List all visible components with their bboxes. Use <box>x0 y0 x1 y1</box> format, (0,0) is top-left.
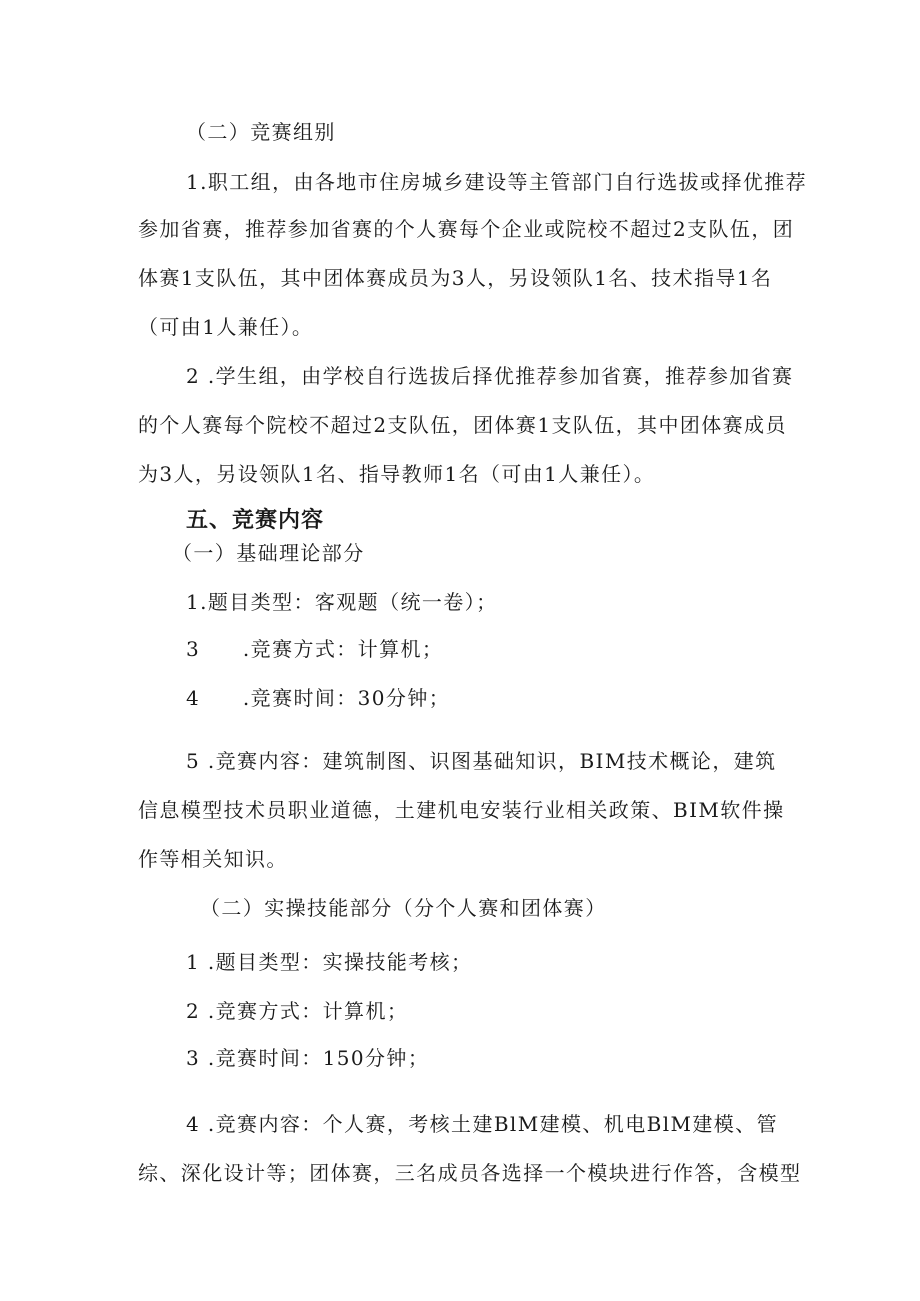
paragraph-line: 综、深化设计等；团体赛，三名成员各选择一个模块进行作答，含模型 <box>138 1161 802 1185</box>
list-item: 4 .竞赛内容：个人赛，考核土建BlM建模、机电BlM建模、管 <box>186 1112 778 1136</box>
list-item: 3 .竞赛时间：150分钟； <box>186 1046 430 1070</box>
list-item: 1.题目类型：客观题（统一卷）； <box>186 590 498 614</box>
list-item: 3 .竞赛方式：计算机； <box>186 637 444 661</box>
paragraph-line: （可由1人兼任）。 <box>138 315 314 339</box>
paragraph-line: 作等相关知识。 <box>138 847 288 871</box>
paragraph-line: 的个人赛每个院校不超过2支队伍，团体赛1支队伍，其中团体赛成员 <box>138 413 787 437</box>
section-heading-competition-groups: （二）竞赛组别 <box>186 120 336 144</box>
list-item: 1 .题目类型：实操技能考核； <box>186 950 473 974</box>
paragraph-line: 2 .学生组，由学校自行选拔后择优推荐参加省赛，推荐参加省赛 <box>186 364 794 388</box>
list-item: 2 .竞赛方式：计算机； <box>186 999 409 1023</box>
paragraph-line: 参加省赛，推荐参加省赛的个人赛每个企业或院校不超过2支队伍，团 <box>138 217 795 241</box>
list-item: 4 .竞赛时间：30分钟； <box>186 686 451 710</box>
list-item: 5 .竞赛内容：建筑制图、识图基础知识，BIM技术概论，建筑 <box>186 749 777 773</box>
section-heading-practical-skills: （二）实操技能部分（分个人赛和团体赛） <box>200 896 607 920</box>
paragraph-line: 1.职工组，由各地市住房城乡建设等主管部门自行选拔或择优推荐 <box>186 170 808 194</box>
paragraph-line: 体赛1支队伍，其中团体赛成员为3人，另设领队1名、技术指导1名 <box>138 266 773 290</box>
paragraph-line: 信息模型技术员职业道德，土建机电安装行业相关政策、BIM软件操 <box>138 798 785 822</box>
paragraph-line: 为3人，另设领队1名、指导教师1名（可由1人兼任）。 <box>138 462 656 486</box>
section-heading-basic-theory: （一）基础理论部分 <box>172 541 365 565</box>
chapter-heading-competition-content: 五、竞赛内容 <box>186 508 325 533</box>
